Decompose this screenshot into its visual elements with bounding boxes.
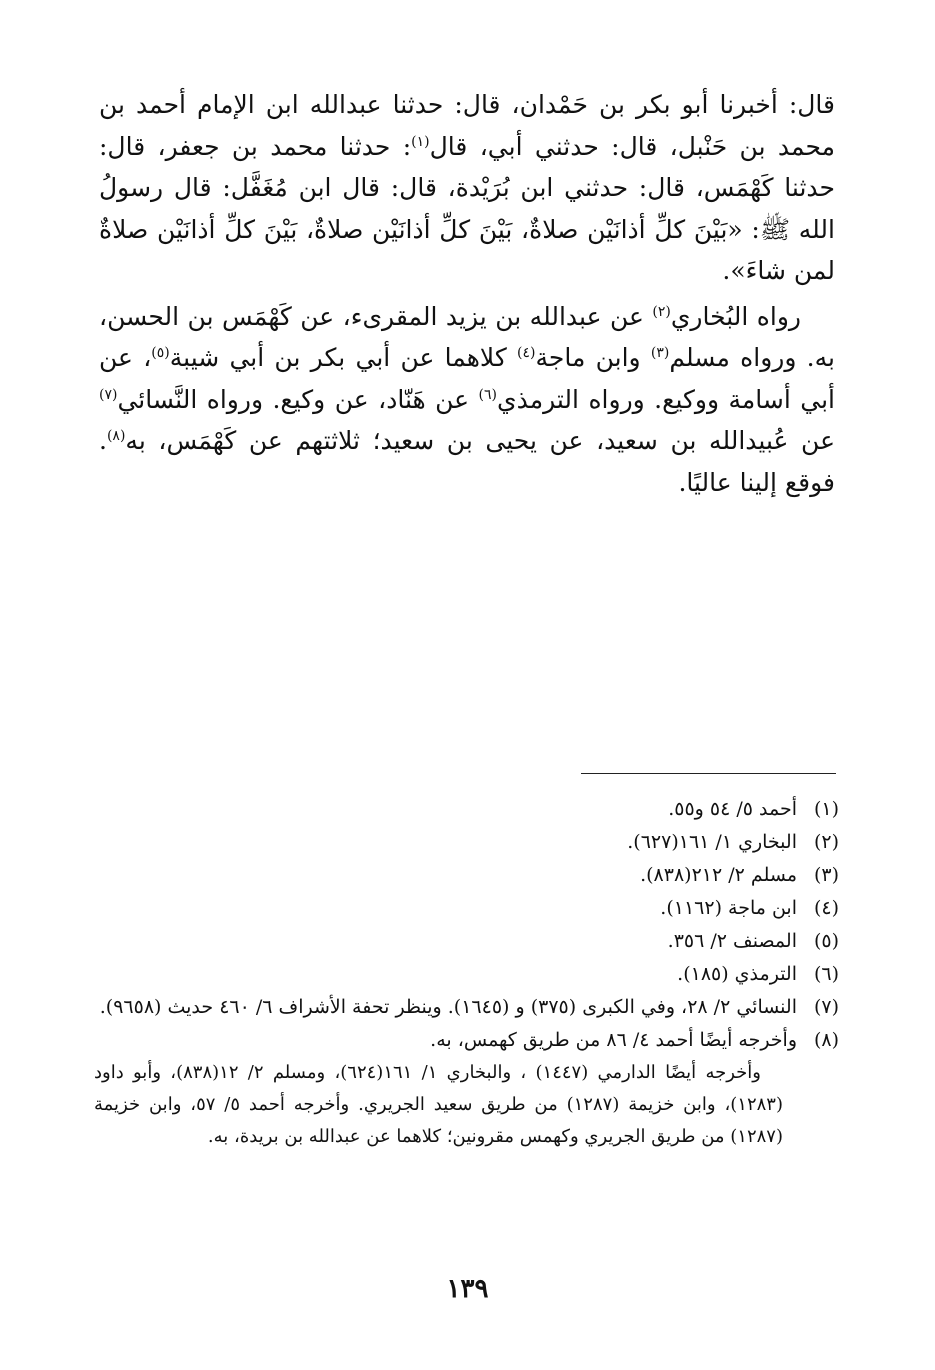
footnote-item — [94, 826, 839, 859]
takhrij-text-a: رواه البُخاري — [670, 301, 801, 331]
footnote-item — [94, 1024, 839, 1057]
footnote-ref-5: (٥) — [151, 345, 170, 361]
takhrij-text-g: عن عُبيدالله بن سعيد، عن يحيى بن سعيد؛ ثلاثتهم عن كَهْمَس، به — [125, 426, 835, 455]
footnote-text: المصنف ٢/ ٣٥٦. — [667, 930, 797, 952]
footnote-8-extra-text: وأخرجه أيضًا الدارمي (١٤٤٧) ، والبخاري ١/ ١٦١(٦٢٤)، ومسلم ٢/ ١٢(٨٣٨)، وأبو داود (١٢٨٣)، وابن خزيمة (١٢٨٧) من طريق سعيد الجريري. وأخرجه أحمد ٥/ ٥٧، وابن خزيمة (١٢٨٧) من طريق الجريري وكهمس مقرونين؛ كلاهما عن عبدالله بن بريدة، به. — [94, 1062, 783, 1147]
footnote-ref-1: (١) — [411, 133, 430, 150]
footnote-number: (٢) — [813, 831, 839, 853]
footnote-continuation — [94, 1057, 839, 1153]
footnote-number: (١) — [813, 798, 839, 820]
footnote-text: البخاري ١/ ١٦١(٦٢٧). — [627, 831, 797, 853]
footnote-ref-4: (٤) — [517, 345, 536, 361]
page-number: ١٣٩ — [446, 1274, 489, 1304]
hadith-text-cont: : حدثنا محمد بن جعفر، قال: حدثنا كَهْمَس، قال: حدثني ابن بُرَيْدة، قال: قال ابن مُغَفَّل: قال رسولُ الله ﷺ: «بَيْنَ كلِّ أذانَيْن صلاةٌ، بَيْنَ كلِّ أذانَيْن صلاةٌ، بَيْنَ كلِّ أذانَيْن صلاةٌ لمن شاءَ». — [99, 131, 835, 285]
footnote-ref-6: (٦) — [478, 386, 498, 403]
takhrij-paragraph — [99, 296, 835, 504]
footnote-number: (٦) — [813, 963, 839, 985]
footnote-number: (٨) — [813, 1029, 839, 1051]
footnote-text: أحمد ٥/ ٥٤ و٥٥. — [668, 798, 797, 820]
footnote-ref-7: (٧) — [99, 386, 118, 403]
takhrij-text-d: كلاهما عن أبي بكر بن أبي شيبة — [169, 343, 517, 372]
footnote-text: ابن ماجة (١١٦٢). — [660, 897, 797, 919]
takhrij-text-b: عن عبدالله بن يزيد المقرىء، عن كَهْمَس بن الحسن، به. ورواه مسلم — [99, 301, 835, 372]
footnote-divider — [581, 773, 836, 774]
footnote-item — [94, 892, 839, 925]
footnote-text: وأخرجه أيضًا أحمد ٤/ ٨٦ من طريق كهمس، به. — [430, 1029, 797, 1051]
footnote-item — [94, 991, 839, 1024]
footnote-item — [94, 859, 839, 892]
footnote-text: النسائي ٢/ ٢٨، وفي الكبرى (٣٧٥) و (١٦٤٥). وينظر تحفة الأشراف ٦/ ٤٦٠ حديث (٩٦٥٨). — [99, 996, 797, 1018]
footnote-item — [94, 925, 839, 958]
footnote-ref-3: (٣) — [650, 345, 670, 361]
footnote-text: الترمذي (١٨٥). — [677, 963, 797, 985]
takhrij-text-h: . فوقع إلينا عاليًا. — [99, 426, 835, 497]
footnote-text: مسلم ٢/ ٢١٢(٨٣٨). — [640, 864, 797, 886]
footnote-item — [94, 793, 839, 826]
footnote-number: (٣) — [813, 864, 839, 886]
footnote-number: (٧) — [813, 996, 839, 1018]
hadith-text: قال: أخبرنا أبو بكر بن حَمْدان، قال: حدثنا عبدالله ابن الإمام أحمد بن محمد بن حَنْبل، قال: حدثني أبي، قال — [99, 90, 835, 161]
footnote-number: (٥) — [813, 930, 839, 952]
takhrij-text-e: ، عن أبي أسامة ووكيع. ورواه الترمذي — [99, 343, 835, 414]
main-text — [99, 84, 835, 503]
footnote-ref-2: (٢) — [652, 303, 671, 320]
footnote-number: (٤) — [813, 897, 839, 919]
footnotes-list — [94, 793, 839, 1153]
takhrij-text-f: عن هَنّاد، عن وكيع. ورواه النَّسائي — [117, 384, 479, 414]
hadith-paragraph — [99, 84, 835, 292]
takhrij-text-c: وابن ماجة — [535, 343, 651, 372]
footnote-item — [94, 958, 839, 991]
footnote-ref-8: (٨) — [106, 428, 126, 444]
